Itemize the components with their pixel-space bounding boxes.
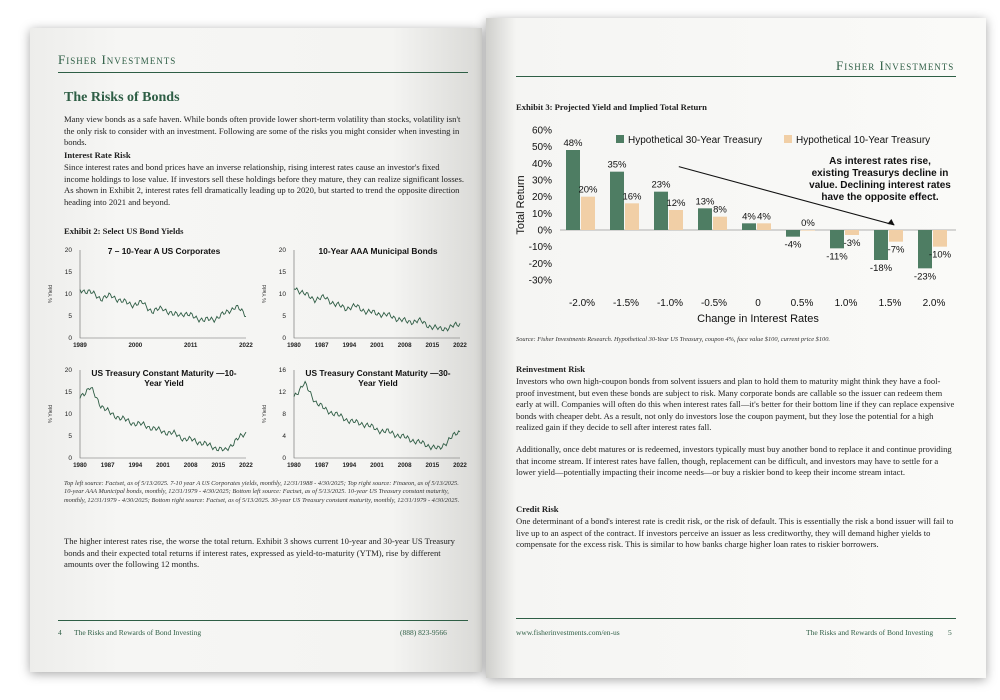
footer-rule [516,618,956,619]
mini-chart-y-tick: 10 [278,291,286,298]
mini-chart-y-label: % Yield [48,404,54,424]
x-tick-label: 1.0% [834,298,858,309]
y-tick-label: 0% [537,225,552,237]
x-tick-label: -0.5% [700,298,728,309]
bar-30yr [830,230,844,248]
mini-chart-x-tick: 2000 [128,342,143,349]
bar-30yr [742,223,756,230]
left-page [30,28,482,672]
x-tick-label: 2.0% [922,298,946,309]
mini-chart-y-tick: 15 [64,269,72,276]
mini-chart-x-tick: 2015 [425,342,440,349]
mini-chart-title: US Treasury Constant Maturity —30-Year Yield [305,368,451,388]
trend-arrow-head [887,219,894,225]
y-tick-label: 20% [531,192,552,204]
credit-risk-heading: Credit Risk [516,504,559,514]
mini-chart-y-tick: 12 [278,389,286,396]
y-tick-label: -20% [528,258,552,270]
footer-page-number: 4 [58,628,62,637]
mini-chart-x-tick: 1994 [128,462,143,469]
mini-chart-y-tick: 16 [278,367,286,374]
y-tick-label: 40% [531,158,552,170]
footer-phone: (888) 823-9566 [400,628,447,637]
chart-annotation: As interest rates rise, [829,156,931,167]
mini-chart-x-tick: 2022 [239,462,253,469]
mini-chart-x-tick: 2022 [453,342,467,349]
bar-10yr [713,217,727,230]
bar-10yr [581,197,595,230]
y-tick-label: -10% [528,242,552,254]
page-title: The Risks of Bonds [64,90,180,105]
bar-10yr [669,210,683,230]
footer-url: www.fisherinvestments.com/en-us [516,628,620,637]
mini-chart-series-line [80,388,246,451]
interest-rate-text: Since interest rates and bond prices have an inverse relationship, rising interest rates cause an investor's fixed income holdings to lose value. If investors sell these holdings before they mature, they can realize significant losses. As shown in Exhibit 2, interest rates fell dramatically leading up to 2020, but started to trend the opposite direction heading into 2021 and beyond. [64,162,464,207]
chart-annotation: value. Declining interest rates [809,180,951,191]
mini-chart-x-tick: 2015 [211,462,226,469]
mini-chart-x-tick: 1994 [342,342,357,349]
mini-chart-y-tick: 4 [282,433,286,440]
y-axis-label: Total Return [515,175,527,235]
data-label: -3% [843,238,861,249]
mini-chart-x-tick: 2001 [370,462,384,469]
data-label: 4% [742,211,756,223]
mini-chart-y-label: % Yield [262,404,268,424]
data-label: 20% [578,184,598,196]
x-tick-label: -2.0% [568,298,596,309]
header-rule [516,76,956,77]
data-label: 48% [563,138,583,149]
reinvestment-heading: Reinvestment Risk [516,364,585,374]
data-label: -4% [784,239,802,251]
reinvestment-text-1: Investors who own high-coupon bonds from solvent issuers and plan to hold them to maturity might think they have a fool-proof investment, but even these bonds are subject to risk. Many corporate bonds are callable so the issuer can redeem them early at will. Companies will often do this when interest rates fall—it's better for their bottom line if they can replace expensive bonds with cheaper debt. As a result, not only do investors lose the coupon payment, but they lose the potential for a high realized gain if they decide to sell after interest rates fall. [516,376,955,432]
data-label: 8% [713,204,727,216]
x-tick-label: 0 [755,298,761,309]
mini-chart-y-tick: 0 [282,335,286,342]
mini-chart-series-line [294,288,460,331]
reinvestment-text-2: Additionally, once debt matures or is redeemed, investors typically must buy another bond to replace it and continue providing that income stream. If interest rates have fallen, though, replacement can be difficult, and investors may have to settle for a lower yield—potentially impacting their income needs—or buy a riskier bond to keep their income stream intact. [516,444,952,477]
mini-chart-y-tick: 8 [282,411,286,418]
projected-return-chart [512,122,960,332]
x-tick-label: -1.5% [612,298,640,309]
y-tick-label: 50% [531,142,552,154]
data-label: 13% [695,196,715,208]
mini-chart-y-tick: 15 [64,389,72,396]
mini-chart-x-tick: 1987 [100,462,115,469]
mini-chart-x-tick: 2008 [183,462,198,469]
data-label: -7% [887,244,905,256]
exhibit-3-source: Source: Fisher Investments Research. Hypothetical 30-Year US Treasury, coupon 4%, face value $100, current price $100. [516,336,831,343]
mini-chart-title: 7 – 10-Year A US Corporates [107,246,221,256]
mini-chart-y-tick: 0 [68,335,72,342]
mini-chart-x-tick: 2022 [239,342,253,349]
mini-chart-x-tick: 1987 [314,342,329,349]
mini-chart-x-tick: 1980 [73,462,87,469]
bar-10yr [933,230,947,247]
mini-chart-x-tick: 2001 [370,342,384,349]
header-rule [58,72,468,73]
chart-annotation: existing Treasurys decline in [811,168,949,179]
legend-label: Hypothetical 30-Year Treasury [628,135,763,146]
mini-chart-x-tick: 1994 [342,462,357,469]
exhibit-2-title: Exhibit 2: Select US Bond Yields [64,226,184,236]
mini-chart-x-tick: 2022 [453,462,467,469]
y-tick-label: -30% [528,275,552,287]
data-label: 23% [651,179,671,191]
x-tick-label: 1.5% [878,298,902,309]
mini-chart-x-tick: 2011 [183,342,198,349]
legend-label: Hypothetical 10-Year Treasury [796,135,931,146]
bar-10yr [845,230,859,235]
right-page [486,18,986,678]
mini-chart-y-tick: 0 [282,455,286,462]
bar-10yr [757,223,771,230]
mini-chart-y-tick: 5 [68,433,72,440]
credit-risk-text: One determinant of a bond's interest rate is credit risk, or the risk of default. This is essentially the risk a bond issuer will fail to live up to an aspect of the contract. If investors perceive an issuer as less creditworthy, they will demand higher yields to compensate for the excess risk. This is similar to how banks charge higher loan rates to riskier borrowers. [516,516,954,549]
exhibit-3-title: Exhibit 3: Projected Yield and Implied Total Return [516,102,707,112]
data-label: -10% [928,249,952,261]
mini-chart-title: US Treasury Constant Maturity —10-Year Yield [91,368,237,388]
legend-swatch [784,135,792,143]
mini-chart-y-tick: 10 [64,291,72,298]
mini-chart-x-tick: 2008 [397,342,412,349]
mini-chart-x-tick: 1980 [287,342,301,349]
x-tick-label: -1.0% [656,298,684,309]
mini-chart-x-tick: 2008 [397,462,412,469]
mini-chart-y-tick: 5 [68,313,72,320]
x-tick-label: 0.5% [790,298,814,309]
data-label: 0% [801,218,815,229]
mini-chart-x-tick: 1989 [73,342,87,349]
mini-chart-axis [80,250,246,338]
chart-annotation: have the opposite effect. [821,192,939,203]
data-label: -18% [869,263,893,274]
mini-chart-y-tick: 5 [282,313,286,320]
mini-chart-1 [44,242,254,354]
data-label: -11% [826,251,848,263]
x-axis-label: Change in Interest Rates [697,313,819,325]
bar-30yr [786,230,800,237]
mini-chart-2 [258,242,468,354]
y-tick-label: 30% [531,175,552,187]
footer-page-number: 5 [948,628,952,637]
mini-chart-y-tick: 20 [64,367,72,374]
mini-chart-y-label: % Yield [262,284,268,304]
data-label: -23% [913,271,937,283]
mini-chart-y-tick: 0 [68,455,72,462]
bar-10yr [889,230,903,242]
closing-text: The higher interest rates rise, the worse the total return. Exhibit 3 shows current 10-year and 30-year US Treasury bonds and their expected total returns if interest rates, expressed as yield-to-maturity (YTM), rise by different amounts over the following 12 months. [64,536,455,569]
data-label: 35% [607,159,627,171]
brand-logo: Fisher Investments [58,52,177,67]
mini-chart-y-label: % Yield [48,284,54,304]
footer-rule [58,620,468,621]
footer-title: The Risks and Rewards of Bond Investing [806,628,934,637]
y-tick-label: 60% [531,125,552,137]
mini-chart-y-tick: 10 [64,411,72,418]
data-label: 16% [622,191,642,203]
mini-chart-y-tick: 15 [278,269,286,276]
footer-title: The Risks and Rewards of Bond Investing [74,628,202,637]
bar-30yr [874,230,888,260]
mini-chart-x-tick: 2001 [156,462,170,469]
brand-logo: Fisher Investments [836,58,955,73]
bar-10yr [801,230,815,231]
bar-10yr [625,203,639,230]
y-tick-label: 10% [531,208,552,220]
mini-chart-x-tick: 1987 [314,462,329,469]
intro-text: Many view bonds as a safe haven. While bonds often provide lower short-term volatility than stocks, volatility isn't the only risk to consider with an investment. Following are some of the risks you might consider when investing in bonds. [64,114,461,147]
mini-chart-x-tick: 1980 [287,462,301,469]
mini-chart-series-line [294,382,460,450]
exhibit-2-source: Top left source: Factset, as of 5/13/2025. 7-10 year A US Corporates yields, monthly, 12/31/1988 - 4/30/2025; Top right source: Finaeon, as of 5/13/2025. 10-year AAA Municipal bonds, monthly, 12/31/1979 - 4/30/2025; Bottom left source: Factset, as of 5/13/2025. 10-year US Treasury constant maturity, monthly, 12/31/1979 - 4/30/2025; Bottom right source: Factset, as of 5/13/2025. 30-year US Treasury constant maturity, monthly, 12/31/1979 - 4/30/2025. [64,480,460,504]
data-label: 4% [757,211,771,223]
mini-chart-y-tick: 20 [64,247,72,254]
legend-swatch [616,135,624,143]
mini-chart-series-line [80,290,246,323]
data-label: 12% [666,198,686,209]
mini-chart-x-tick: 2015 [425,462,440,469]
bar-30yr [698,208,712,230]
mini-chart-y-tick: 20 [278,247,286,254]
mini-chart-title: 10-Year AAA Municipal Bonds [318,246,438,256]
interest-rate-heading: Interest Rate Risk [64,150,131,160]
